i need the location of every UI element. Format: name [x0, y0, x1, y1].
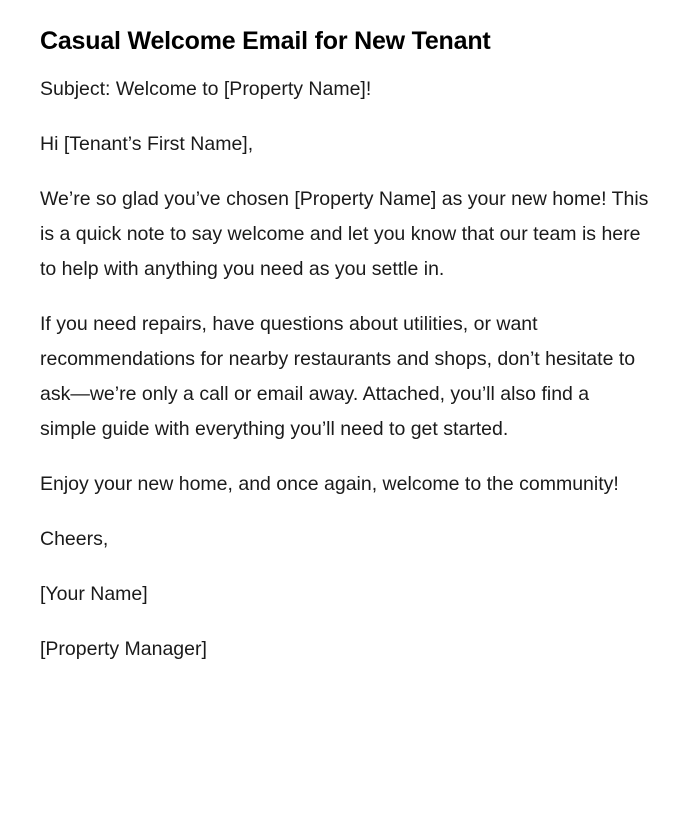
signature-role: [Property Manager] — [40, 638, 207, 660]
email-greeting: Hi [Tenant’s First Name], — [40, 133, 254, 155]
email-closing: Cheers, — [40, 528, 109, 550]
email-body-paragraph-2: If you need repairs, have questions about utilities, or want recommendations for nearby restaurants and shops, don’t hesitate to ask—we’re only a call or email away. Attached, you’ll also find a simple guide with everything you’ll need to get started. — [40, 313, 636, 440]
email-subject-line: Subject: Welcome to [Property Name]! — [40, 78, 372, 100]
email-template-document — [40, 24, 650, 687]
signature-name: [Your Name] — [40, 583, 148, 605]
document-title: Casual Welcome Email for New Tenant — [40, 27, 491, 55]
email-body-paragraph-3: Enjoy your new home, and once again, welcome to the community! — [40, 473, 619, 495]
email-body-paragraph-1: We’re so glad you’ve chosen [Property Name] as your new home! This is a quick note to say welcome and let you know that our team is here to help with anything you need as you settle in. — [40, 188, 649, 280]
